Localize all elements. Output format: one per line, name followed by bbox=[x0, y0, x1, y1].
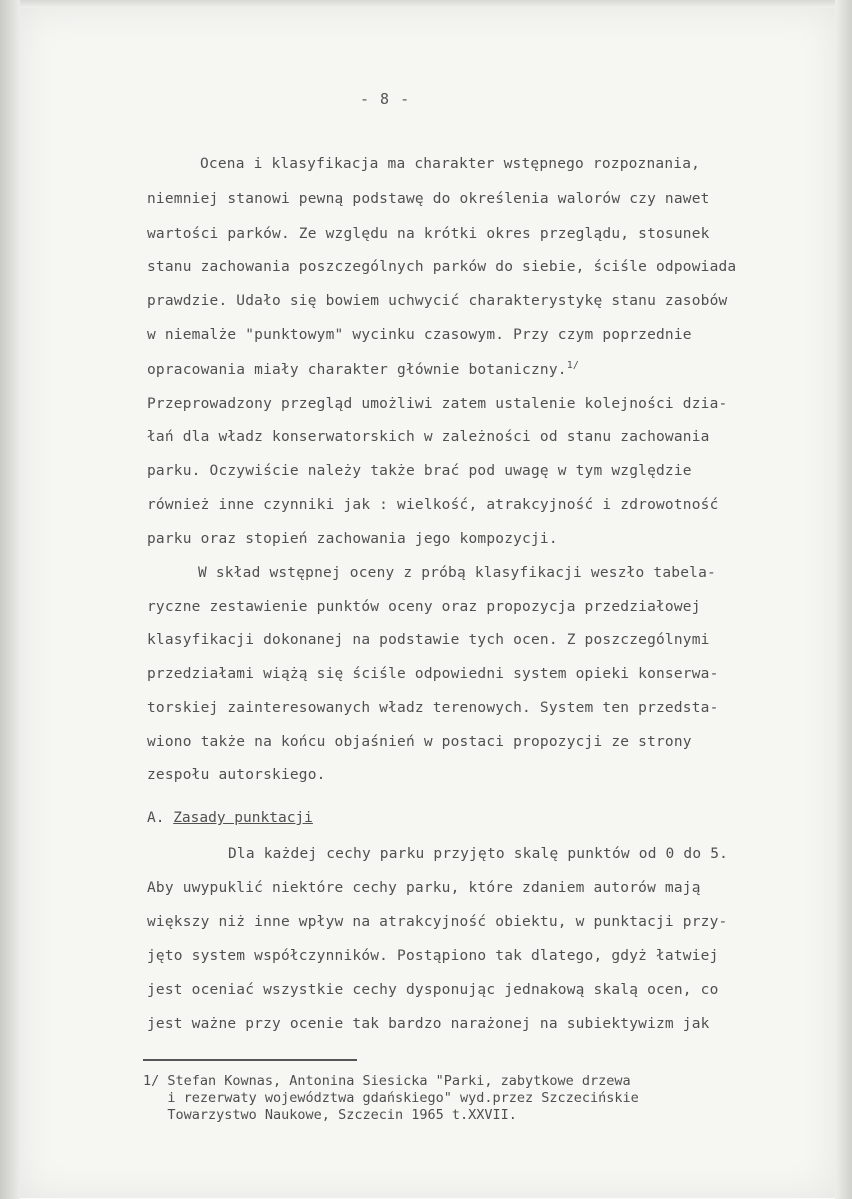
paragraph-2-line: przedziałami wiążą się ściśle odpowiedni system opieki konserwa- bbox=[147, 666, 719, 682]
paragraph-3-line: Dla każdej cechy parku przyjęto skalę punktów od 0 do 5. bbox=[228, 846, 729, 862]
paragraph-1-line: niemniej stanowi pewną podstawę do określenia walorów czy nawet bbox=[147, 191, 710, 207]
paragraph-2-line: torskiej zainteresowanych władz terenowych. System ten przedsta- bbox=[147, 700, 719, 716]
scan-edge-top bbox=[0, 0, 852, 8]
paragraph-1-line: stanu zachowania poszczególnych parków do siebie, ściśle odpowiada bbox=[147, 259, 737, 275]
section-title: Zasady punktacji bbox=[173, 810, 313, 826]
paragraph-1-line: również inne czynniki jak : wielkość, atrakcyjność i zdrowotność bbox=[147, 497, 719, 513]
paragraph-3-line: jest oceniać wszystkie cechy dysponując jednakową skalą ocen, co bbox=[147, 982, 719, 998]
footnote-line: Towarzystwo Naukowe, Szczecin 1965 t.XXVII. bbox=[143, 1107, 517, 1123]
paragraph-1-line: w niemalże "punktowym" wycinku czasowym. Przy czym poprzednie bbox=[147, 327, 692, 343]
paragraph-3-line: jest ważne przy ocenie tak bardzo narażonej na subiektywizm jak bbox=[147, 1016, 710, 1032]
scan-edge-left bbox=[0, 0, 20, 1199]
paragraph-1-line: prawdzie. Udało się bowiem uchwycić charakterystykę stanu zasobów bbox=[147, 293, 728, 309]
paragraph-2-line: zespołu autorskiego. bbox=[147, 767, 326, 783]
paragraph-2-line: klasyfikacji dokonanej na podstawie tych ocen. Z poszczególnymi bbox=[147, 632, 710, 648]
footnote-line: 1/ Stefan Kownas, Antonina Siesicka "Parki, zabytkowe drzewa bbox=[143, 1073, 631, 1089]
paragraph-3-line: Aby uwypuklić niektóre cechy parku, które zdaniem autorów mają bbox=[147, 880, 701, 896]
paragraph-3-line: większy niż inne wpływ na atrakcyjność obiektu, w punktacji przy- bbox=[147, 914, 728, 930]
paragraph-1-line: parku. Oczywiście należy także brać pod uwagę w tym względzie bbox=[147, 463, 692, 479]
footnote-line: i rezerwaty województwa gdańskiego" wyd.przez Szczecińskie bbox=[143, 1090, 639, 1106]
paragraph-1-line bbox=[147, 360, 579, 378]
paragraph-1-line: Przeprowadzony przegląd umożliwi zatem ustalenie kolejności dzia- bbox=[147, 396, 728, 412]
paragraph-3-line: jęto system współczynników. Postąpiono tak dlatego, gdyż łatwiej bbox=[147, 948, 719, 964]
paragraph-1-line: wartości parków. Ze względu na krótki okres przeglądu, stosunek bbox=[147, 226, 710, 242]
page-number: - 8 - bbox=[360, 90, 411, 108]
paragraph-1-line: łań dla władz konserwatorskich w zależności od stanu zachowania bbox=[147, 429, 710, 445]
paragraph-2-line: W skład wstępnej oceny z próbą klasyfikacji weszło tabela- bbox=[198, 565, 716, 581]
section-heading bbox=[147, 810, 313, 826]
section-letter: A. bbox=[147, 810, 165, 826]
paragraph-2-line: wiono także na końcu objaśnień w postaci propozycji ze strony bbox=[147, 734, 692, 750]
paragraph-1-line: parku oraz stopień zachowania jego kompozycji. bbox=[147, 531, 558, 547]
paragraph-1-line: Ocena i klasyfikacja ma charakter wstępnego rozpoznania, bbox=[200, 156, 701, 172]
footnote-divider bbox=[143, 1059, 357, 1061]
scan-edge-right bbox=[835, 0, 852, 1199]
paragraph-1-text: opracowania miały charakter głównie botaniczny. bbox=[147, 362, 567, 378]
footnote-reference: 1/ bbox=[566, 360, 580, 371]
paragraph-2-line: ryczne zestawienie punktów oceny oraz propozycja przedziałowej bbox=[147, 599, 701, 615]
